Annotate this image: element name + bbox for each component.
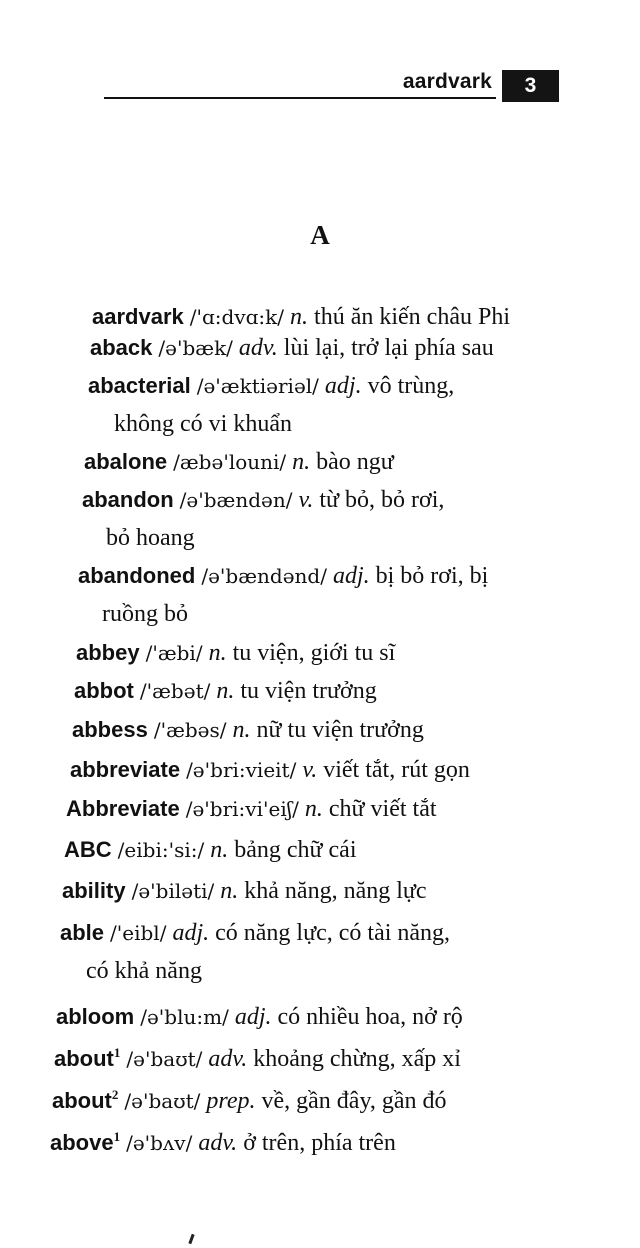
definition: ở trên, phía trên <box>243 1130 396 1156</box>
pronunciation: /ə'bændənd/ <box>201 564 327 588</box>
section-letter: A <box>310 220 330 250</box>
part-of-speech: n. <box>216 678 235 704</box>
headword: abacterial <box>88 373 191 398</box>
definition-continuation: ruồng bỏ <box>102 601 188 627</box>
part-of-speech: adj. <box>332 563 370 589</box>
definition: lùi lại, trở lại phía sau <box>283 335 494 361</box>
headword: abbreviate <box>70 757 181 782</box>
dictionary-entry <box>54 1040 461 1078</box>
dictionary-entry <box>52 1082 447 1120</box>
part-of-speech: n. <box>232 717 251 743</box>
part-of-speech: n. <box>210 837 229 863</box>
pronunciation: /ə'bændən/ <box>179 488 293 512</box>
definition: bào ngư <box>316 449 394 475</box>
part-of-speech: v. <box>298 487 314 513</box>
pronunciation: /'æbəs/ <box>153 718 227 742</box>
headword: about <box>52 1088 112 1113</box>
definition: bảng chữ cái <box>234 837 357 863</box>
homograph-number: 1 <box>113 1129 121 1144</box>
running-head: aardvark <box>402 70 492 93</box>
definition: về, gần đây, gần đó <box>261 1088 447 1114</box>
definition: thú ăn kiến châu Phi <box>314 304 510 330</box>
homograph-number: 2 <box>111 1087 119 1102</box>
headword: aardvark <box>92 304 184 329</box>
part-of-speech: n. <box>304 796 323 822</box>
definition: bị bỏ rơi, bị <box>375 563 489 589</box>
definition-continuation: có khả năng <box>86 958 202 984</box>
pronunciation: /eibi:'si:/ <box>117 838 205 862</box>
pronunciation: /'æbi/ <box>145 641 203 665</box>
definition: từ bỏ, bỏ rơi, <box>319 487 445 513</box>
dictionary-entry <box>76 634 395 672</box>
part-of-speech: prep. <box>206 1088 256 1114</box>
part-of-speech: adj. <box>234 1004 272 1030</box>
part-of-speech: adv. <box>208 1046 248 1072</box>
dictionary-entry <box>90 329 494 367</box>
part-of-speech: adj. <box>172 920 210 946</box>
headword: about <box>54 1046 114 1071</box>
pronunciation: /ə'bri:vieit/ <box>186 758 297 782</box>
definition: nữ tu viện trưởng <box>256 717 424 743</box>
definition: viết tắt, rút gọn <box>323 757 470 783</box>
dictionary-entry <box>60 914 450 990</box>
pronunciation: /ə'bri:vi'eiʃ/ <box>185 797 299 821</box>
dictionary-entry <box>84 443 394 481</box>
pronunciation: /ə'biləti/ <box>131 879 215 903</box>
dictionary-entry <box>74 672 377 710</box>
definition: chữ viết tắt <box>328 796 437 822</box>
definition: có năng lực, có tài năng, <box>215 920 451 946</box>
print-mark <box>188 1234 194 1244</box>
dictionary-entry <box>70 751 470 789</box>
pronunciation: /'ɑ:dvɑ:k/ <box>189 305 285 329</box>
headword: aback <box>90 335 153 360</box>
dictionary-entry <box>50 1124 396 1162</box>
definition: có nhiều hoa, nở rộ <box>277 1004 463 1030</box>
definition: tu viện, giới tu sĩ <box>232 640 396 666</box>
pronunciation: /æbə'louni/ <box>173 450 287 474</box>
dictionary-entry <box>66 790 437 828</box>
page-header <box>0 66 640 106</box>
pronunciation: /ə'baʊt/ <box>124 1089 201 1113</box>
pronunciation: /'æbət/ <box>139 679 211 703</box>
part-of-speech: v. <box>302 757 318 783</box>
headword: above <box>50 1130 114 1155</box>
homograph-number: 1 <box>113 1045 121 1060</box>
part-of-speech: adj. <box>324 373 362 399</box>
pronunciation: /ə'baʊt/ <box>126 1047 203 1071</box>
definition-continuation: bỏ hoang <box>106 525 195 551</box>
part-of-speech: n. <box>292 449 311 475</box>
pronunciation: /ə'bæk/ <box>158 336 233 360</box>
pronunciation: /ə'blu:m/ <box>140 1005 229 1029</box>
headword: abbot <box>74 678 134 703</box>
dictionary-entry <box>82 481 444 557</box>
pronunciation: /'eibl/ <box>110 921 167 945</box>
part-of-speech: adv. <box>198 1130 238 1156</box>
definition: khả năng, năng lực <box>244 878 427 904</box>
headword: abalone <box>84 449 168 474</box>
pronunciation: /ə'æktiəriəl/ <box>196 374 319 398</box>
headword: abandon <box>82 487 174 512</box>
headword: ABC <box>64 837 112 862</box>
headword: abbey <box>76 640 140 665</box>
definition: vô trùng, <box>367 373 455 399</box>
pronunciation: /ə'bʌv/ <box>126 1131 193 1155</box>
headword: abandoned <box>78 563 196 588</box>
definition: khoảng chừng, xấp xỉ <box>253 1046 461 1072</box>
headword: able <box>60 920 105 945</box>
definition-continuation: không có vi khuẩn <box>114 411 292 437</box>
dictionary-entry <box>88 367 454 443</box>
dictionary-entry <box>72 711 424 749</box>
part-of-speech: n. <box>220 878 239 904</box>
headword: Abbreviate <box>66 796 180 821</box>
page-number: 3 <box>502 70 559 102</box>
headword: ability <box>62 878 126 903</box>
dictionary-entry <box>56 998 463 1036</box>
headword: abloom <box>56 1004 135 1029</box>
part-of-speech: n. <box>208 640 227 666</box>
part-of-speech: adv. <box>238 335 278 361</box>
definition: tu viện trưởng <box>240 678 377 704</box>
dictionary-entry <box>62 872 427 910</box>
headword: abbess <box>72 717 148 742</box>
dictionary-entry <box>78 557 488 633</box>
dictionary-entry <box>64 831 357 869</box>
part-of-speech: n. <box>290 304 309 330</box>
header-rule <box>104 97 496 99</box>
